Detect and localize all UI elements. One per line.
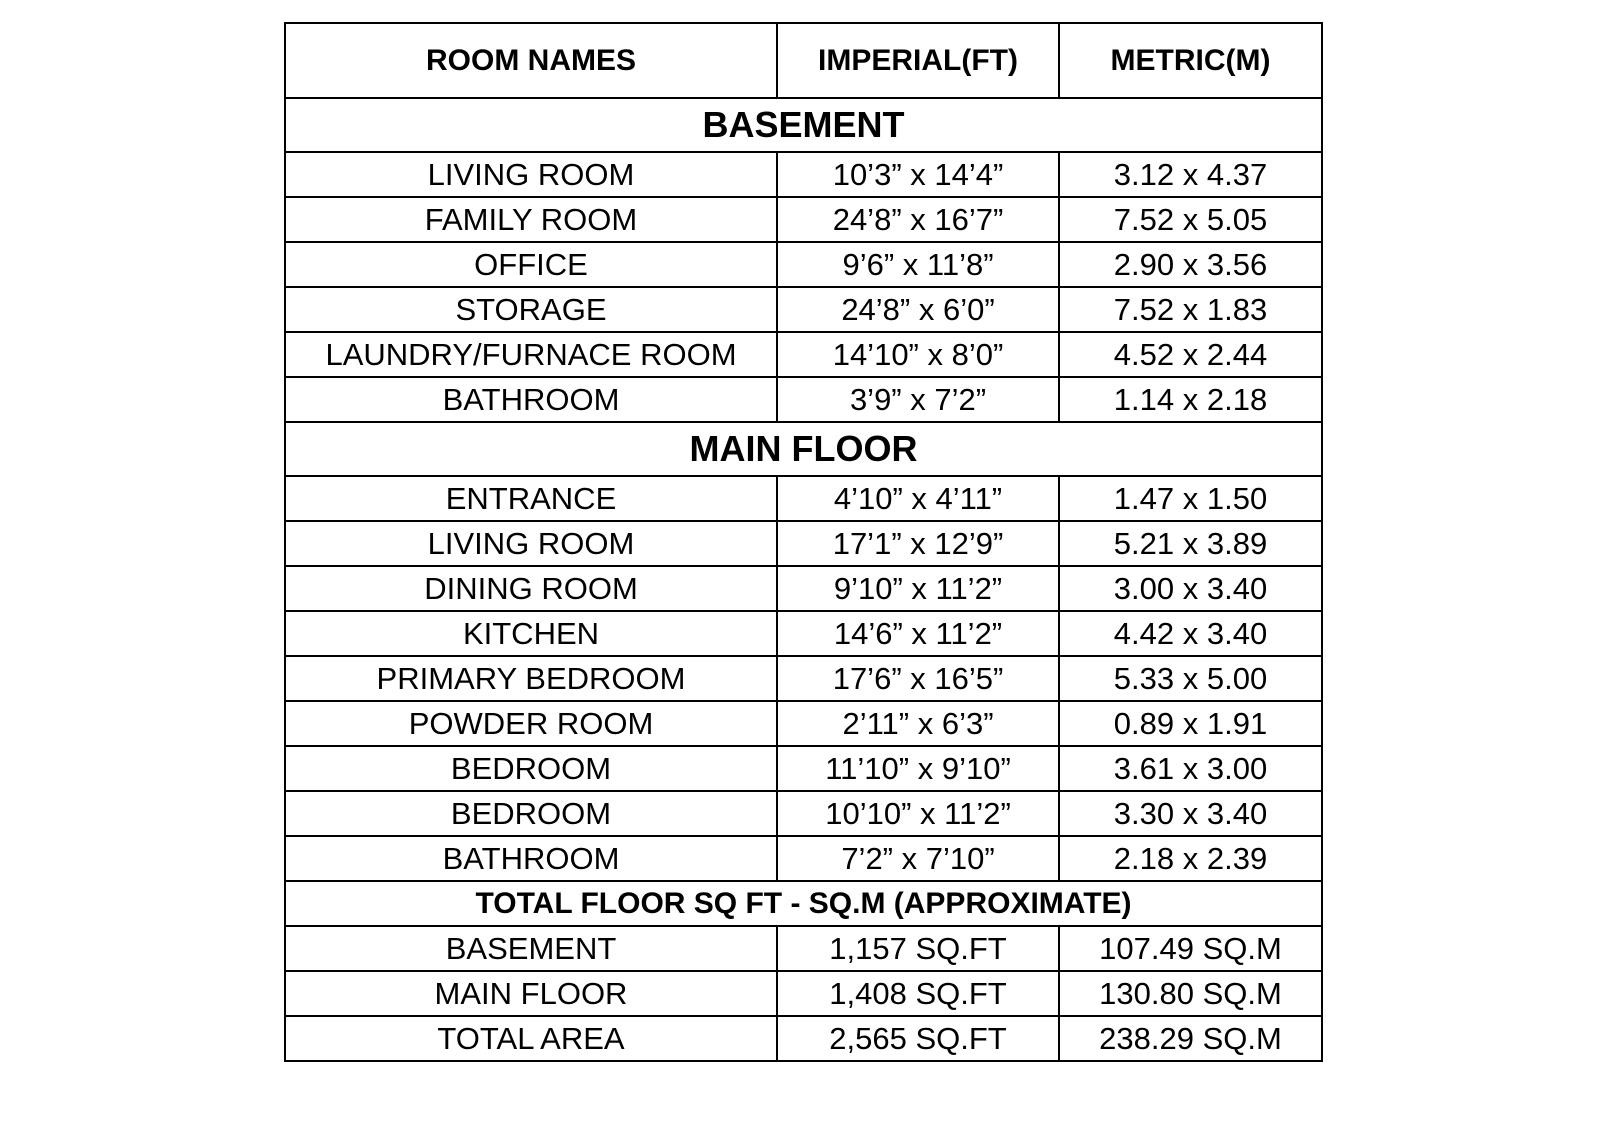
metric-size: 4.42 x 3.40 <box>1059 611 1322 656</box>
metric-size: 1.47 x 1.50 <box>1059 476 1322 521</box>
imperial-size: 2’11” x 6’3” <box>777 701 1059 746</box>
imperial-area: 1,408 SQ.FT <box>777 971 1059 1016</box>
table-row <box>285 566 1322 611</box>
section-title: TOTAL FLOOR SQ FT - SQ.M (APPROXIMATE) <box>285 881 1322 926</box>
metric-size: 2.18 x 2.39 <box>1059 836 1322 881</box>
table-row <box>285 611 1322 656</box>
room-name: POWDER ROOM <box>285 701 777 746</box>
imperial-size: 14’10” x 8’0” <box>777 332 1059 377</box>
imperial-size: 11’10” x 9’10” <box>777 746 1059 791</box>
imperial-size: 9’6” x 11’8” <box>777 242 1059 287</box>
metric-size: 7.52 x 5.05 <box>1059 197 1322 242</box>
metric-area: 107.49 SQ.M <box>1059 926 1322 971</box>
section-title: MAIN FLOOR <box>285 422 1322 476</box>
metric-size: 4.52 x 2.44 <box>1059 332 1322 377</box>
area-name: TOTAL AREA <box>285 1016 777 1061</box>
table-row <box>285 971 1322 1016</box>
table-row <box>285 242 1322 287</box>
imperial-size: 7’2” x 7’10” <box>777 836 1059 881</box>
metric-size: 0.89 x 1.91 <box>1059 701 1322 746</box>
metric-size: 3.61 x 3.00 <box>1059 746 1322 791</box>
imperial-size: 10’3” x 14’4” <box>777 152 1059 197</box>
table-row <box>285 701 1322 746</box>
header-imperial: IMPERIAL(FT) <box>777 23 1059 98</box>
section-basement <box>285 98 1322 152</box>
metric-size: 3.12 x 4.37 <box>1059 152 1322 197</box>
room-name: LAUNDRY/FURNACE ROOM <box>285 332 777 377</box>
table-row <box>285 926 1322 971</box>
room-name: OFFICE <box>285 242 777 287</box>
table-row <box>285 1016 1322 1061</box>
table-row <box>285 197 1322 242</box>
imperial-size: 14’6” x 11’2” <box>777 611 1059 656</box>
table-row <box>285 746 1322 791</box>
header-room-names: ROOM NAMES <box>285 23 777 98</box>
table-row <box>285 476 1322 521</box>
table-row <box>285 377 1322 422</box>
header-metric: METRIC(M) <box>1059 23 1322 98</box>
room-name: BATHROOM <box>285 377 777 422</box>
room-name: FAMILY ROOM <box>285 197 777 242</box>
table-row <box>285 152 1322 197</box>
metric-size: 5.21 x 3.89 <box>1059 521 1322 566</box>
area-name: BASEMENT <box>285 926 777 971</box>
imperial-size: 3’9” x 7’2” <box>777 377 1059 422</box>
imperial-size: 9’10” x 11’2” <box>777 566 1059 611</box>
room-name: LIVING ROOM <box>285 152 777 197</box>
metric-size: 1.14 x 2.18 <box>1059 377 1322 422</box>
metric-area: 130.80 SQ.M <box>1059 971 1322 1016</box>
table-row <box>285 836 1322 881</box>
table-row <box>285 287 1322 332</box>
metric-area: 238.29 SQ.M <box>1059 1016 1322 1061</box>
imperial-size: 17’6” x 16’5” <box>777 656 1059 701</box>
room-name: PRIMARY BEDROOM <box>285 656 777 701</box>
area-name: MAIN FLOOR <box>285 971 777 1016</box>
imperial-size: 24’8” x 6’0” <box>777 287 1059 332</box>
imperial-size: 10’10” x 11’2” <box>777 791 1059 836</box>
room-name: STORAGE <box>285 287 777 332</box>
table-row <box>285 332 1322 377</box>
room-name: ENTRANCE <box>285 476 777 521</box>
section-totals <box>285 881 1322 926</box>
header-row <box>285 23 1322 98</box>
table-row <box>285 656 1322 701</box>
imperial-area: 2,565 SQ.FT <box>777 1016 1059 1061</box>
room-name: LIVING ROOM <box>285 521 777 566</box>
room-name: BEDROOM <box>285 791 777 836</box>
room-name: DINING ROOM <box>285 566 777 611</box>
room-dimensions-table <box>284 22 1323 1062</box>
metric-size: 2.90 x 3.56 <box>1059 242 1322 287</box>
metric-size: 3.30 x 3.40 <box>1059 791 1322 836</box>
room-name: BEDROOM <box>285 746 777 791</box>
imperial-size: 24’8” x 16’7” <box>777 197 1059 242</box>
imperial-size: 4’10” x 4’11” <box>777 476 1059 521</box>
section-main-floor <box>285 422 1322 476</box>
section-title: BASEMENT <box>285 98 1322 152</box>
metric-size: 7.52 x 1.83 <box>1059 287 1322 332</box>
metric-size: 5.33 x 5.00 <box>1059 656 1322 701</box>
imperial-area: 1,157 SQ.FT <box>777 926 1059 971</box>
table-row <box>285 791 1322 836</box>
metric-size: 3.00 x 3.40 <box>1059 566 1322 611</box>
room-name: KITCHEN <box>285 611 777 656</box>
room-name: BATHROOM <box>285 836 777 881</box>
imperial-size: 17’1” x 12’9” <box>777 521 1059 566</box>
table-row <box>285 521 1322 566</box>
